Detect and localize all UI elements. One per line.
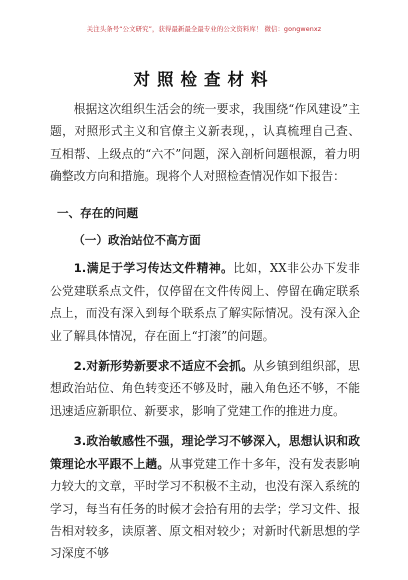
item-text-3: 从事党建工作十多年，没有发表影响力较大的文章，平时学习不积极不主动，也没有深入系统的学习，每当有任务的时候才会拾有用的去学；学习文件、报告相对较多，读原著、原文相对较少；对新时代新思想的学习深度不够: [50, 456, 360, 561]
subsection-heading: （一）政治站位不高方面: [73, 233, 201, 248]
item-paragraph-2: [50, 355, 360, 422]
header-promo-note: 关注头条号“公文研究”，获得最新最全最专业的公文资料库！ 微信：gongwenxz: [86, 25, 322, 33]
item-lead-1: 1.满足于学习传达文件精神。: [73, 261, 234, 276]
document-body: [50, 98, 360, 565]
item-lead-3: 3.政治敏感性不强，理论学习不够深入，思想认识和政策理论水平跟不上趟。: [50, 434, 360, 471]
item-paragraph-3: [50, 430, 360, 564]
item-lead-2: 2.对新形势新要求不适应不会抓。: [73, 359, 253, 374]
document-title: 对照检查材料: [133, 70, 275, 89]
section-heading: 一、存在的问题: [56, 205, 139, 220]
item-text-2: 从乡镇到组织部，思想政治站位、角色转变还不够及时，融入角色还不够，不能迅速适应新职位、新要求，影响了党建工作的推进力度。: [50, 359, 360, 418]
spacer: [50, 188, 360, 196]
item-text-1: 比如，XX非公办下发非公党建联系点文件，仅停留在文件传阅上、停留在确定联系点上，而没有深入到每个联系点了解实际情况。没有深入企业了解具体情况，存在面上“打滚”的问题。: [50, 261, 360, 343]
intro-paragraph: 根据这次组织生活会的统一要求，我围绕“作风建设”主题，对照形式主义和官僚主义新表现，，认真梳理自己查、互相帮、上级点的“六不”问题，深入剖析问题根源，着力明确整改方向和措施。现将个人对照检查情况作如下报告：: [50, 102, 360, 184]
item-paragraph-1: [50, 257, 360, 347]
